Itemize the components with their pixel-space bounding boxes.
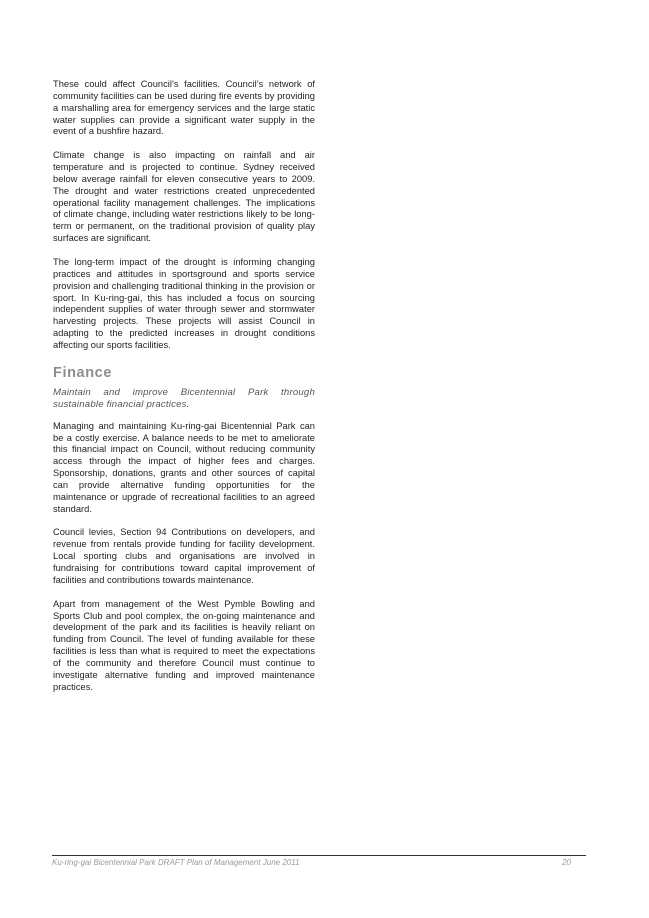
footer-page-number: 20 — [562, 858, 571, 867]
paragraph-climate-change: Climate change is also impacting on rainfall and air temperature and is projected to continue. Sydney received below average rainfall for eleven consecutive years to 2009. The drought and water restrictions created unprecedented operational facility management challenges. The implications of climate change, including water restrictions likely to be long-term or permanent, on the traditional provision of quality play surfaces are significant. — [53, 150, 315, 244]
paragraph-bushfire: These could affect Council’s facilities. Council’s network of community facilities can be used during fire events by providing a marshalling area for emergency services and the large static water supplies can provide a significant water supply in the event of a bushfire hazard. — [53, 79, 315, 137]
paragraph-managing-costs: Managing and maintaining Ku-ring-gai Bicentennial Park can be a costly exercise. A balance needs to be met to ameliorate this financial impact on Council, without reducing community access through the impact of higher fees and charges. Sponsorship, donations, grants and other sources of capital can provide alternative funding opportunities for the maintenance or upgrade of recreational facilities to an agreed standard. — [53, 420, 315, 514]
footer-document-title: Ku-ring-gai Bicentennial Park DRAFT Plan of Management June 2011 — [52, 858, 300, 867]
paragraph-council-levies: Council levies, Section 94 Contributions on developers, and revenue from rentals provide funding for facility development. Local sporting clubs and organisations are involved in fundraising for contributions toward capital improvement of facilities and contributions towards maintenance. — [53, 527, 315, 585]
footer-divider — [52, 855, 586, 856]
paragraph-funding-reliance: Apart from management of the West Pymble Bowling and Sports Club and pool complex, the on-going maintenance and development of the park and its facilities is heavily reliant on funding from Council. The level of funding available for these facilities is less than what is required to meet the expectations of the community and therefore Council must continue to investigate alternative funding and improved maintenance practices. — [53, 598, 315, 692]
finance-subheading: Maintain and improve Bicentennial Park through sustainable financial practices. — [53, 386, 315, 410]
paragraph-drought-impact: The long-term impact of the drought is informing changing practices and attitudes in sportsground and sports service provision and challenging traditional thinking in the provision or sport. In Ku-ring-gai, this has included a focus on sourcing independent supplies of water through sewer and stormwater harvesting projects. These projects will assist Council in adapting to the predicted increases in drought conditions affecting our sports facilities. — [53, 256, 315, 350]
finance-heading: Finance — [53, 364, 112, 381]
text-column — [53, 79, 315, 705]
